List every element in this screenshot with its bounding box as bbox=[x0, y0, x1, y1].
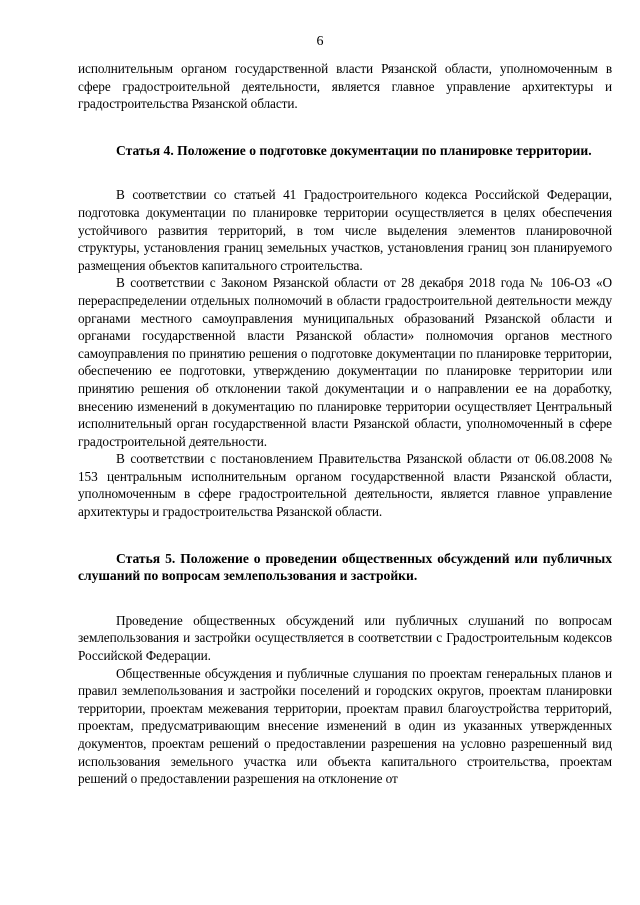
paragraph-discussion-subjects: Общественные обсуждения и публичные слушания по проектам генеральных планов и правил землепользования и застройки поселений и городских округов, проектам планировки территории, проектам межевания территории, проектам правил благоустройства территорий, проектам, предусматривающим внесение изменений в один из указанных утвержденных документов, проектам решений о предоставлении разрешения на условно разрешенный вид использования земельного участка или объекта капитального строительства, проектам решений о предоставлении разрешения на отклонение от bbox=[78, 665, 612, 787]
paragraph-resolution-153: В соответствии с постановлением Правительства Рязанской области от 06.08.2008 № 153 центральным исполнительным органом государственной власти Рязанской области, уполномоченным в сфере градостроительной деятельности, является главное управление архитектуры и градостроительства Рязанской области. bbox=[78, 451, 612, 520]
paragraph-article-41: В соответствии со статьей 41 Градостроительного кодекса Российской Федерации, подготовка документации по планировке территории осуществляется в целях обеспечения устойчивого развития территорий, в том числе выделения элементов планировочной структуры, установления границ земельных участков, установления границ зон планируемого размещения объектов капитального строительства. bbox=[78, 187, 612, 273]
page-number: 6 bbox=[316, 34, 324, 49]
article-4-heading: Статья 4. Положение о подготовке документации по планировке территории. bbox=[116, 142, 592, 158]
article-5-heading: Статья 5. Положение о проведении общественных обсуждений или публичных слушаний по вопросам землепользования и застройки. bbox=[78, 550, 612, 584]
paragraph-continuation: исполнительным органом государственной власти Рязанской области, уполномоченным в сфере градостроительной деятельности, является главное управление архитектуры и градостроительства Рязанской области. bbox=[78, 61, 612, 112]
paragraph-public-hearings: Проведение общественных обсуждений или публичных слушаний по вопросам землепользования и застройки осуществляется в соответствии с Градостроительным кодексов Российской Федерации. bbox=[78, 612, 612, 664]
document-body bbox=[78, 60, 612, 788]
paragraph-law-106-oz: В соответствии с Законом Рязанской области от 28 декабря 2018 года № 106-ОЗ «О перераспределении отдельных полномочий в области градостроительной деятельности между органами местного самоуправления муниципальных образований Рязанской области и органами государственной власти Рязанской области» полномочия органов местного самоуправления по принятию решения о подготовке документации по планировке территории, обеспечению ее подготовки, утверждению документации по планировке территории или принятию решения об отклонении такой документации и о направлении ее на доработку, внесению изменений в документацию по планировке территории осуществляет Центральный исполнительный орган государственной власти Рязанской области, уполномоченный в сфере градостроительной деятельности. bbox=[78, 275, 612, 449]
